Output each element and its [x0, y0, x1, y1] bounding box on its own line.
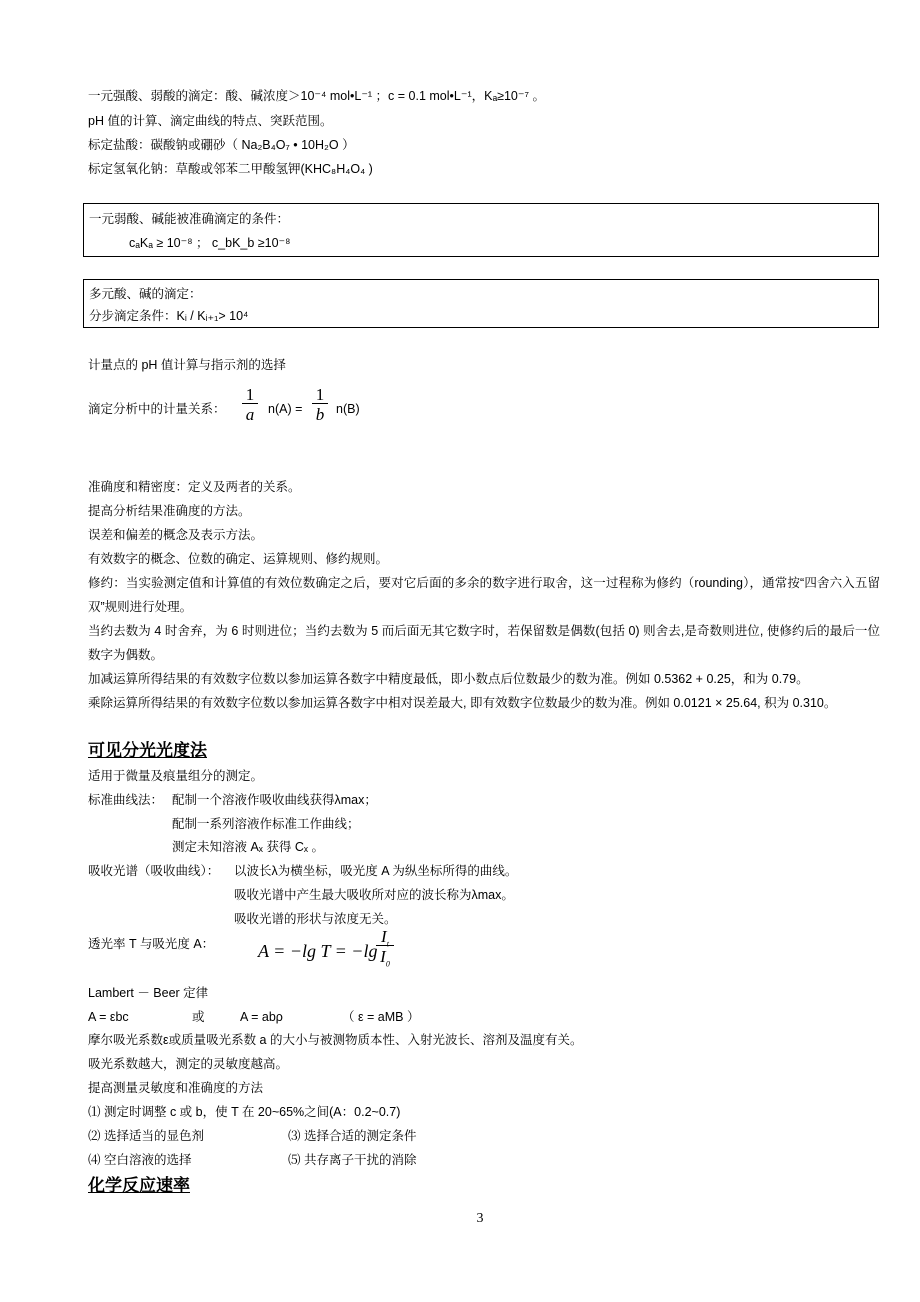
section-heading-reaction-rate: 化学反应速率: [88, 1176, 190, 1195]
transmittance-label: 透光率 T 与吸光度 A：: [88, 937, 215, 951]
fraction-It-over-I0: [376, 927, 394, 969]
weak-acid-condition-box: [83, 203, 879, 257]
intro-line-ph: pH 值的计算、滴定曲线的特点、突跃范围。: [88, 114, 333, 128]
fraction-1-over-b: [312, 386, 328, 423]
frac1-denominator: a: [242, 403, 258, 423]
polyprotic-condition-box: [83, 279, 879, 328]
standard-curve-step1: 配制一个溶液作吸收曲线获得λmax；: [172, 793, 377, 807]
improve-accuracy-line: 提高分析结果准确度的方法。: [88, 504, 251, 518]
standard-curve-label: 标准曲线法：: [88, 793, 164, 807]
box2-condition: 分步滴定条件：Kᵢ / Kᵢ₊₁> 10⁴: [89, 309, 249, 323]
absorption-spectrum-def3: 吸收光谱的形状与浓度无关。: [234, 912, 397, 926]
method-item-2: ⑵ 选择适当的显色剂: [88, 1129, 204, 1143]
I0-symbol: I: [380, 947, 386, 966]
lambert-beer-eq1: A = εbc: [88, 1010, 129, 1024]
accuracy-precision-line: 准确度和精密度：定义及两者的关系。: [88, 480, 301, 494]
stoich-label: 滴定分析中的计量关系：: [88, 402, 226, 416]
intro-line-hcl-standard: 标定盐酸：碳酸钠或硼砂（ Na₂B₄O₇ • 10H₂O ）: [88, 138, 355, 152]
lambert-beer-or: 或: [192, 1010, 205, 1024]
lambert-beer-eq3: （ ε = aMB ）: [342, 1010, 420, 1024]
standard-curve-step2: 配制一系列溶液作标准工作曲线；: [172, 817, 360, 831]
method-item-3: ⑶ 选择合适的测定条件: [288, 1129, 417, 1143]
addition-rule-paragraph: 加减运算所得结果的有效数字位数以参加运算各数字中精度最低，即小数点后位数最少的数为准。例如 0.5362 + 0.25，和为 0.79。: [88, 672, 809, 686]
box2-title: 多元酸、碱的滴定：: [89, 287, 202, 301]
section-heading-spectrophotometry: 可见分光光度法: [88, 741, 207, 760]
error-deviation-line: 误差和偏差的概念及表示方法。: [88, 528, 264, 542]
sensitivity-line: 吸光系数越大，测定的灵敏度越高。: [88, 1057, 289, 1071]
frac2-numerator: 1: [315, 385, 325, 404]
standard-curve-step3: 测定未知溶液 Aₓ 获得 Cₓ 。: [172, 840, 324, 854]
frac2-denominator: b: [312, 403, 328, 423]
lambert-beer-eq2: A = abρ: [240, 1010, 283, 1024]
spectro-scope-line: 适用于微量及痕量组分的测定。: [88, 769, 264, 783]
box1-condition: cₐKₐ ≥ 10⁻⁸ ； c_bK_b ≥10⁻⁸: [129, 236, 291, 250]
rounding-paragraph: 修约：当实验测定值和计算值的有效位数确定之后，要对它后面的多余的数字进行取舍，这一过程称为修约（rounding），通常按“四舍六入五留双”规则进行处理。: [88, 576, 880, 614]
method-item-4: ⑷ 空白溶液的选择: [88, 1153, 192, 1167]
intro-line-strong-weak-acid: 一元强酸、弱酸的滴定：酸、碱浓度＞10⁻⁴ mol•L⁻¹ ；c = 0.1 mol•L⁻¹，Kₐ≥10⁻⁷ 。: [88, 89, 545, 103]
box1-title: 一元弱酸、碱能被准确滴定的条件：: [89, 212, 290, 226]
method-item-1: ⑴ 测定时调整 c 或 b，使 T 在 20~65%之间(A：0.2~0.7): [88, 1105, 401, 1119]
transmittance-formula: A = −lg T = −lg: [258, 941, 378, 961]
absorption-spectrum-label: 吸收光谱（吸收曲线）：: [88, 864, 220, 878]
sigfig-concept-line: 有效数字的概念、位数的确定、运算规则、修约规则。: [88, 552, 389, 566]
absorption-spectrum-def2: 吸收光谱中产生最大吸收所对应的波长称为λmax。: [234, 888, 514, 902]
method-item-5: ⑸ 共存离子干扰的消除: [288, 1153, 417, 1167]
improve-methods-title: 提高测量灵敏度和准确度的方法: [88, 1081, 264, 1095]
It-subscript: t: [386, 939, 389, 949]
intro-line-naoh-standard: 标定氢氧化钠：草酸或邻苯二甲酸氢钾(KHC₈H₄O₄ ): [88, 162, 373, 176]
I0-subscript: 0: [385, 959, 390, 969]
frac1-numerator: 1: [245, 385, 255, 404]
lambert-beer-title: Lambert － Beer 定律: [88, 986, 209, 1000]
absorption-coefficient-line: 摩尔吸光系数ε或质量吸光系数 a 的大小与被测物质本性、入射光波长、溶剂及温度有关。: [88, 1033, 583, 1047]
fraction-1-over-a: [242, 386, 258, 423]
multiplication-rule-paragraph: 乘除运算所得结果的有效数字位数以参加运算各数字中相对误差最大, 即有效数字位数最少的数为准。例如 0.0121 × 25.64, 积为 0.310。: [88, 696, 837, 710]
rounding-rule-paragraph: 当约去数为 4 时舍弃，为 6 时则进位；当约去数为 5 而后面无其它数字时，若保留数是偶数(包括 0) 则舍去,是奇数则进位, 使修约后的最后一位数字为偶数。: [88, 624, 880, 662]
page-number: 3: [476, 1211, 484, 1226]
stoich-heading: 计量点的 pH 值计算与指示剂的选择: [88, 358, 286, 372]
stoich-term-nA: n(A) =: [268, 402, 303, 416]
It-symbol: I: [381, 927, 387, 946]
absorption-spectrum-def1: 以波长λ为横坐标，吸光度 A 为纵坐标所得的曲线。: [234, 864, 518, 878]
stoich-term-nB: n(B): [336, 402, 360, 416]
